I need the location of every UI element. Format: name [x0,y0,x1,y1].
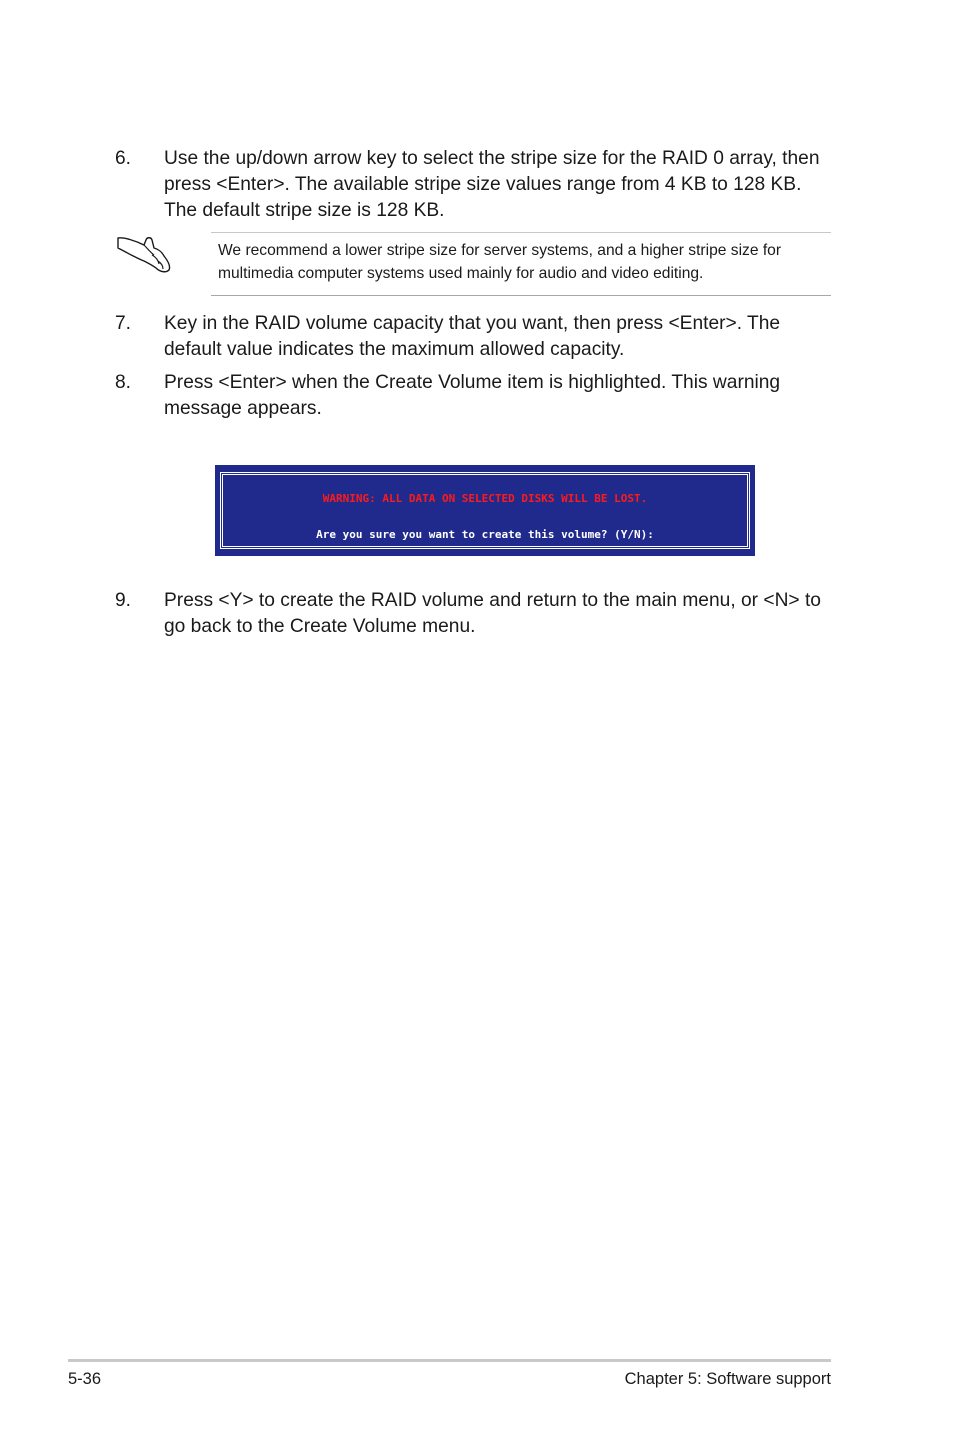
step-7 [115,311,835,363]
chapter-title: Chapter 5: Software support [624,1370,831,1388]
step-6 [115,146,835,224]
page-number: 5-36 [68,1370,102,1388]
confirm-prompt[interactable]: Are you sure you want to create this volume? (Y/N): [316,528,654,541]
warning-message: WARNING: ALL DATA ON SELECTED DISKS WILL BE LOST. [322,492,648,505]
step-8 [115,370,835,422]
step-number: 9. [115,590,132,611]
step-text: Key in the RAID volume capacity that you want, then press <Enter>. The default value indicates the maximum allowed capacity. [164,313,781,360]
dialog-frame [220,472,750,549]
step-number: 7. [115,313,132,334]
step-text: Use the up/down arrow key to select the stripe size for the RAID 0 array, then press <Enter>. The available stripe size values range from 4 KB to 128 KB. The default stripe size is 128 KB. [164,148,820,221]
step-text: Press <Enter> when the Create Volume item is highlighted. This warning message appears. [164,372,781,419]
step-number: 6. [115,148,132,169]
note-text: We recommend a lower stripe size for server systems, and a higher stripe size for multimedia computer systems used mainly for audio and video editing. [218,242,782,282]
bios-warning-dialog [215,465,755,556]
step-text: Press <Y> to create the RAID volume and return to the main menu, or <N> to go back to the Create Volume menu. [164,590,821,637]
step-9 [115,588,835,640]
step-number: 8. [115,372,132,393]
footer-divider [68,1359,831,1362]
note-box [211,232,831,296]
hand-pointer-icon [114,228,174,274]
